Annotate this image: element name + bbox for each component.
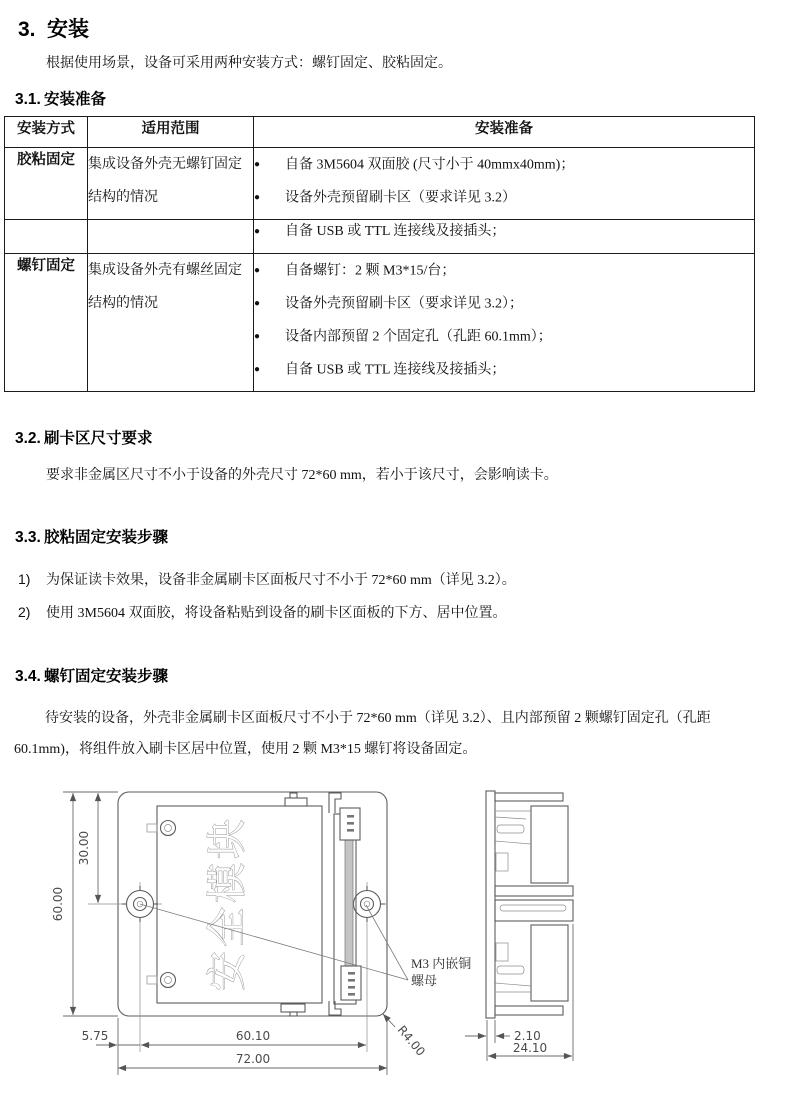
clip-top <box>285 793 307 806</box>
rib-line <box>495 983 531 986</box>
section-3-1-title: 安装准备 <box>44 91 107 108</box>
side-view <box>465 791 573 1061</box>
radius-leader <box>383 1014 395 1027</box>
step-1 <box>18 569 790 591</box>
dim-hole-spacing-label: 60.10 <box>235 1029 271 1043</box>
list-item <box>254 287 754 320</box>
dim-depth-label: 24.10 <box>512 1041 548 1055</box>
list-item <box>254 353 754 386</box>
section-3-1-number: 3.1. <box>15 91 41 108</box>
cell-scope-adhesive: 集成设备外壳无螺钉固定结构的情况 <box>88 148 254 220</box>
cell-prep-screw <box>254 254 755 392</box>
list-item-text: 设备外壳预留刷卡区（要求详见 3.2） <box>285 190 516 206</box>
list-item <box>254 320 754 353</box>
section-3-4-number: 3.4. <box>15 668 41 685</box>
side-band-upper <box>495 886 573 896</box>
section-3-2-heading <box>15 428 790 449</box>
cell-method-screw: 螺钉固定 <box>5 254 88 392</box>
section-3-2-paragraph: 要求非金属区尺寸不小于设备的外壳尺寸 72*60 mm，若小于该尺寸，会影响读卡。 <box>46 468 558 483</box>
bullet-icon: ● <box>254 331 261 342</box>
section-3-4-paragraph: 待安装的设备，外壳非金属刷卡区面板尺寸不小于 72*60 mm（详见 3.2）、且内部预留 2 颗螺钉固定孔（孔距 60.1mm)，将组件放入刷卡区居中位置，使用 2 颗 M3*15 螺钉将设备固定。 <box>14 711 711 757</box>
cell-scope-empty <box>88 220 254 254</box>
bullet-icon: ● <box>254 159 261 170</box>
dim-edge-to-hole-label: 5.75 <box>81 1029 109 1043</box>
section-3-4-title: 螺钉固定安装步骤 <box>44 668 169 685</box>
rib-slot <box>497 825 524 833</box>
connector-bottom <box>341 966 361 1000</box>
cell-method-empty <box>5 220 88 254</box>
list-item-text: 设备外壳预留刷卡区（要求详见 3.2）； <box>285 296 523 312</box>
table-row-screw <box>5 254 755 392</box>
step-2-text: 使用 3M5604 双面胶，将设备粘贴到设备的刷卡区面板的下方、居中位置。 <box>46 606 507 621</box>
step-1-text: 为保证读卡效果，设备非金属刷卡区面板尺寸不小于 72*60 mm（详见 3.2）。 <box>46 573 516 588</box>
cell-prep-cable <box>254 220 755 254</box>
clip-bottom <box>281 1004 305 1016</box>
section-3-3-title: 胶粘固定安装步骤 <box>44 529 169 546</box>
bullet-icon: ● <box>254 192 261 203</box>
list-item <box>254 254 754 287</box>
section-3-number: 3. <box>18 18 36 41</box>
side-detail <box>496 943 508 961</box>
column-header-method: 安装方式 <box>5 117 88 148</box>
panel-hole-bottom <box>161 973 176 988</box>
side-detail <box>496 853 508 871</box>
step-1-number: 1) <box>18 571 31 587</box>
screw-post-right <box>349 886 385 922</box>
side-band-lower <box>495 900 573 921</box>
section-3-3-heading <box>15 527 790 548</box>
list-item <box>254 148 754 181</box>
list-item-text: 设备内部预留 2 个固定孔（孔距 60.1mm）； <box>285 329 552 345</box>
corner-radius-label: R4.00 <box>394 1022 428 1059</box>
side-flange <box>486 791 495 1018</box>
section-3-heading <box>18 16 790 44</box>
panel-hole-bottom-inner <box>165 977 172 984</box>
dimension-drawing <box>0 778 790 1090</box>
section-3-2-title: 刷卡区尺寸要求 <box>44 430 153 447</box>
bullet-icon: ● <box>254 225 261 237</box>
connector-top <box>340 808 360 840</box>
section-3-1-heading <box>15 89 790 110</box>
list-item <box>254 220 754 240</box>
step-2 <box>18 602 790 624</box>
dim-height-label: 60.00 <box>51 886 65 922</box>
section-3-title: 安装 <box>47 18 89 41</box>
section-3-2-number: 3.2. <box>15 430 41 447</box>
cell-method-adhesive: 胶粘固定 <box>5 148 88 220</box>
list-item-text: 自备 USB 或 TTL 连接线及接插头； <box>285 224 506 239</box>
list-item <box>254 181 754 214</box>
list-item-text: 自备 3M5604 双面胶 (尺寸小于 40mmx40mm)； <box>285 157 575 173</box>
device-marking-text: 安全模块 <box>204 815 250 991</box>
installation-prep-table <box>4 116 755 392</box>
list-item-text: 自备 USB 或 TTL 连接线及接插头； <box>285 362 506 378</box>
bullet-icon: ● <box>254 265 261 276</box>
clip-top-right <box>329 793 341 813</box>
panel-hole-top-inner <box>165 825 172 832</box>
rib-line <box>495 817 526 819</box>
nut-label-line2: 螺母 <box>411 973 438 988</box>
band-slot <box>500 905 566 911</box>
bullet-icon: ● <box>254 364 261 375</box>
front-view <box>51 792 471 1075</box>
dim-thickness-label: 2.10 <box>514 1029 541 1043</box>
step-2-number: 2) <box>18 604 31 620</box>
rib-slot <box>497 966 524 974</box>
section-3-3-number: 3.3. <box>15 529 41 546</box>
clip-bottom-right <box>329 1001 341 1015</box>
dim-width-label: 72.00 <box>235 1052 271 1066</box>
side-top-block <box>531 806 568 883</box>
table-row-cable <box>5 220 755 254</box>
panel-hole-top <box>161 821 176 836</box>
intro-paragraph: 根据使用场景，设备可采用两种安装方式：螺钉固定、胶粘固定。 <box>46 56 452 71</box>
section-3-4-heading <box>15 666 790 687</box>
column-header-prep: 安装准备 <box>254 117 755 148</box>
hole-tab <box>147 976 157 984</box>
cell-scope-screw: 集成设备外壳有螺丝固定结构的情况 <box>88 254 254 392</box>
rib-line <box>495 841 531 844</box>
side-bottom-block <box>531 925 568 1001</box>
column-header-scope: 适用范围 <box>88 117 254 148</box>
dim-hole-top-label: 30.00 <box>77 830 91 866</box>
nut-label-line1: M3 内嵌铜 <box>411 956 472 971</box>
table-row-adhesive <box>5 148 755 220</box>
list-item-text: 自备螺钉：2 颗 M3*15/台； <box>285 263 456 279</box>
side-top-bar <box>495 793 563 801</box>
hole-tab <box>147 824 157 832</box>
side-bottom-bar <box>495 1006 563 1015</box>
card-slot-strip <box>345 836 353 966</box>
table-header-row <box>5 117 755 148</box>
bullet-icon: ● <box>254 298 261 309</box>
cell-prep-adhesive <box>254 148 755 220</box>
